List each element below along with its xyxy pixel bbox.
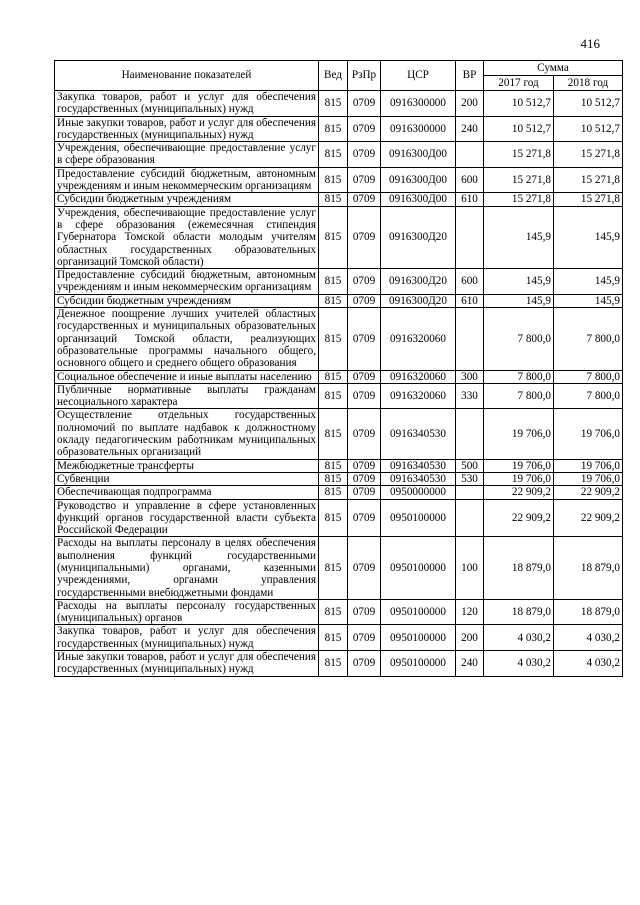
cell-s2017: 18 879,0 xyxy=(484,599,554,625)
cell-s2017: 4 030,2 xyxy=(484,625,554,651)
cell-s2017: 15 271,8 xyxy=(484,142,554,168)
cell-rzpr: 0709 xyxy=(348,409,381,459)
cell-ved: 815 xyxy=(319,294,348,307)
page-number: 416 xyxy=(580,36,600,51)
cell-csr: 0916320060 xyxy=(381,308,456,370)
cell-vr: 610 xyxy=(456,193,484,206)
table-row xyxy=(55,142,623,168)
cell-vr: 240 xyxy=(456,651,484,677)
cell-name: Осуществление отдельных государственных полномочий по выплате надбавок к должностному окладу педагогическим работникам муниципальных образовательных организаций xyxy=(55,409,319,459)
cell-csr: 0916340530 xyxy=(381,459,456,472)
cell-csr: 0916300Д00 xyxy=(381,167,456,193)
header-rzpr: РзПр xyxy=(348,61,381,91)
cell-csr: 0916340530 xyxy=(381,472,456,485)
header-csr: ЦСР xyxy=(381,61,456,91)
cell-rzpr: 0709 xyxy=(348,499,381,537)
cell-vr: 500 xyxy=(456,459,484,472)
cell-name: Расходы на выплаты персоналу в целях обеспечения выполнения функций государственными (муниципальными) органами, казенными учреждениями, органами управления государственными внебюджетными фондами xyxy=(55,537,319,599)
cell-s2017: 19 706,0 xyxy=(484,409,554,459)
cell-rzpr: 0709 xyxy=(348,308,381,370)
cell-s2017: 22 909,2 xyxy=(484,486,554,499)
cell-s2018: 22 909,2 xyxy=(554,486,623,499)
header-name: Наименование показателей xyxy=(55,61,319,91)
cell-vr xyxy=(456,486,484,499)
cell-rzpr: 0709 xyxy=(348,193,381,206)
cell-name: Предоставление субсидий бюджетным, автономным учреждениям и иным некоммерческим организациям xyxy=(55,167,319,193)
cell-vr: 330 xyxy=(456,383,484,409)
cell-s2017: 15 271,8 xyxy=(484,167,554,193)
budget-table xyxy=(54,60,623,677)
cell-s2017: 145,9 xyxy=(484,206,554,268)
cell-ved: 815 xyxy=(319,409,348,459)
cell-csr: 0950100000 xyxy=(381,537,456,599)
cell-ved: 815 xyxy=(319,206,348,268)
cell-s2017: 10 512,7 xyxy=(484,91,554,117)
cell-vr xyxy=(456,308,484,370)
cell-vr xyxy=(456,142,484,168)
cell-csr: 0950100000 xyxy=(381,499,456,537)
cell-vr: 300 xyxy=(456,370,484,383)
cell-s2017: 19 706,0 xyxy=(484,459,554,472)
table-row xyxy=(55,269,623,295)
header-vr: ВР xyxy=(456,61,484,91)
cell-s2017: 145,9 xyxy=(484,269,554,295)
cell-ved: 815 xyxy=(319,370,348,383)
cell-s2018: 15 271,8 xyxy=(554,193,623,206)
cell-csr: 0916300Д20 xyxy=(381,206,456,268)
cell-rzpr: 0709 xyxy=(348,486,381,499)
cell-rzpr: 0709 xyxy=(348,269,381,295)
cell-s2018: 7 800,0 xyxy=(554,308,623,370)
cell-ved: 815 xyxy=(319,308,348,370)
cell-s2018: 145,9 xyxy=(554,294,623,307)
header-2017: 2017 год xyxy=(484,76,554,91)
table-row xyxy=(55,409,623,459)
cell-s2018: 7 800,0 xyxy=(554,383,623,409)
cell-csr: 0916300Д20 xyxy=(381,269,456,295)
cell-name: Публичные нормативные выплаты гражданам несоциального характера xyxy=(55,383,319,409)
cell-ved: 815 xyxy=(319,499,348,537)
cell-ved: 815 xyxy=(319,651,348,677)
cell-name: Субвенции xyxy=(55,472,319,485)
cell-vr: 100 xyxy=(456,537,484,599)
table-row xyxy=(55,167,623,193)
cell-rzpr: 0709 xyxy=(348,206,381,268)
cell-csr: 0916340530 xyxy=(381,409,456,459)
cell-s2017: 15 271,8 xyxy=(484,193,554,206)
cell-s2018: 15 271,8 xyxy=(554,167,623,193)
header-2018: 2018 год xyxy=(554,76,623,91)
cell-csr: 0916320060 xyxy=(381,383,456,409)
cell-csr: 0916300Д20 xyxy=(381,294,456,307)
table-row xyxy=(55,486,623,499)
table-row xyxy=(55,625,623,651)
cell-rzpr: 0709 xyxy=(348,167,381,193)
table-row xyxy=(55,193,623,206)
cell-ved: 815 xyxy=(319,625,348,651)
cell-s2017: 7 800,0 xyxy=(484,370,554,383)
cell-name: Субсидии бюджетным учреждениям xyxy=(55,294,319,307)
cell-name: Закупка товаров, работ и услуг для обеспечения государственных (муниципальных) нужд xyxy=(55,91,319,117)
cell-csr: 0950100000 xyxy=(381,651,456,677)
cell-csr: 0916300Д00 xyxy=(381,142,456,168)
cell-csr: 0950100000 xyxy=(381,599,456,625)
table-row xyxy=(55,472,623,485)
cell-s2018: 145,9 xyxy=(554,206,623,268)
cell-vr: 600 xyxy=(456,167,484,193)
cell-rzpr: 0709 xyxy=(348,370,381,383)
cell-ved: 815 xyxy=(319,537,348,599)
cell-name: Предоставление субсидий бюджетным, автономным учреждениям и иным некоммерческим организациям xyxy=(55,269,319,295)
cell-vr: 240 xyxy=(456,116,484,142)
table-row xyxy=(55,537,623,599)
cell-name: Учреждения, обеспечивающие предоставление услуг в сфере образования (ежемесячная стипендия Губернатора Томской области молодым учителям областных государственных образовательных организаций Томской области) xyxy=(55,206,319,268)
cell-ved: 815 xyxy=(319,486,348,499)
cell-rzpr: 0709 xyxy=(348,537,381,599)
table-row xyxy=(55,308,623,370)
cell-vr: 120 xyxy=(456,599,484,625)
header-ved: Вед xyxy=(319,61,348,91)
cell-vr: 610 xyxy=(456,294,484,307)
cell-rzpr: 0709 xyxy=(348,116,381,142)
cell-ved: 815 xyxy=(319,116,348,142)
cell-vr: 530 xyxy=(456,472,484,485)
table-row xyxy=(55,599,623,625)
cell-vr: 600 xyxy=(456,269,484,295)
cell-csr: 0916320060 xyxy=(381,370,456,383)
cell-rzpr: 0709 xyxy=(348,383,381,409)
table-row xyxy=(55,91,623,117)
table-row xyxy=(55,294,623,307)
cell-name: Иные закупки товаров, работ и услуг для обеспечения государственных (муниципальных) нужд xyxy=(55,116,319,142)
table-row xyxy=(55,459,623,472)
cell-s2018: 10 512,7 xyxy=(554,91,623,117)
cell-csr: 0950000000 xyxy=(381,486,456,499)
table-row xyxy=(55,383,623,409)
cell-s2017: 22 909,2 xyxy=(484,499,554,537)
cell-rzpr: 0709 xyxy=(348,459,381,472)
cell-s2018: 22 909,2 xyxy=(554,499,623,537)
cell-ved: 815 xyxy=(319,472,348,485)
header-sum: Сумма xyxy=(484,61,623,76)
cell-ved: 815 xyxy=(319,269,348,295)
cell-ved: 815 xyxy=(319,167,348,193)
cell-s2018: 7 800,0 xyxy=(554,370,623,383)
cell-ved: 815 xyxy=(319,599,348,625)
cell-s2017: 145,9 xyxy=(484,294,554,307)
cell-name: Межбюджетные трансферты xyxy=(55,459,319,472)
cell-rzpr: 0709 xyxy=(348,651,381,677)
cell-s2017: 7 800,0 xyxy=(484,308,554,370)
cell-s2018: 10 512,7 xyxy=(554,116,623,142)
cell-ved: 815 xyxy=(319,193,348,206)
table-row xyxy=(55,116,623,142)
cell-rzpr: 0709 xyxy=(348,294,381,307)
cell-name: Учреждения, обеспечивающие предоставление услуг в сфере образования xyxy=(55,142,319,168)
cell-csr: 0950100000 xyxy=(381,625,456,651)
cell-rzpr: 0709 xyxy=(348,472,381,485)
table-row xyxy=(55,370,623,383)
table-row xyxy=(55,651,623,677)
cell-s2017: 4 030,2 xyxy=(484,651,554,677)
cell-vr xyxy=(456,206,484,268)
cell-ved: 815 xyxy=(319,91,348,117)
cell-s2018: 145,9 xyxy=(554,269,623,295)
cell-s2017: 10 512,7 xyxy=(484,116,554,142)
cell-rzpr: 0709 xyxy=(348,142,381,168)
cell-vr: 200 xyxy=(456,91,484,117)
cell-csr: 0916300Д00 xyxy=(381,193,456,206)
cell-s2018: 4 030,2 xyxy=(554,651,623,677)
table-row xyxy=(55,499,623,537)
cell-ved: 815 xyxy=(319,459,348,472)
cell-s2017: 19 706,0 xyxy=(484,472,554,485)
cell-rzpr: 0709 xyxy=(348,599,381,625)
cell-name: Руководство и управление в сфере установленных функций органов государственной власти субъекта Российской Федерации xyxy=(55,499,319,537)
cell-name: Субсидии бюджетным учреждениям xyxy=(55,193,319,206)
cell-csr: 0916300000 xyxy=(381,116,456,142)
cell-ved: 815 xyxy=(319,142,348,168)
cell-ved: 815 xyxy=(319,383,348,409)
table-row xyxy=(55,206,623,268)
cell-name: Социальное обеспечение и иные выплаты населению xyxy=(55,370,319,383)
cell-s2017: 18 879,0 xyxy=(484,537,554,599)
cell-s2018: 19 706,0 xyxy=(554,409,623,459)
cell-s2017: 7 800,0 xyxy=(484,383,554,409)
cell-s2018: 19 706,0 xyxy=(554,472,623,485)
cell-vr xyxy=(456,409,484,459)
cell-s2018: 15 271,8 xyxy=(554,142,623,168)
cell-name: Иные закупки товаров, работ и услуг для обеспечения государственных (муниципальных) нужд xyxy=(55,651,319,677)
cell-vr: 200 xyxy=(456,625,484,651)
cell-s2018: 18 879,0 xyxy=(554,537,623,599)
cell-s2018: 4 030,2 xyxy=(554,625,623,651)
cell-name: Расходы на выплаты персоналу государственных (муниципальных) органов xyxy=(55,599,319,625)
cell-csr: 0916300000 xyxy=(381,91,456,117)
cell-name: Денежное поощрение лучших учителей областных государственных и муниципальных образовательных организаций Томской области, реализующих образовательные программы начального общего, основного общего и среднего общего образования xyxy=(55,308,319,370)
cell-s2018: 19 706,0 xyxy=(554,459,623,472)
cell-vr xyxy=(456,499,484,537)
cell-name: Закупка товаров, работ и услуг для обеспечения государственных (муниципальных) нужд xyxy=(55,625,319,651)
cell-rzpr: 0709 xyxy=(348,91,381,117)
cell-s2018: 18 879,0 xyxy=(554,599,623,625)
cell-name: Обеспечивающая подпрограмма xyxy=(55,486,319,499)
cell-rzpr: 0709 xyxy=(348,625,381,651)
